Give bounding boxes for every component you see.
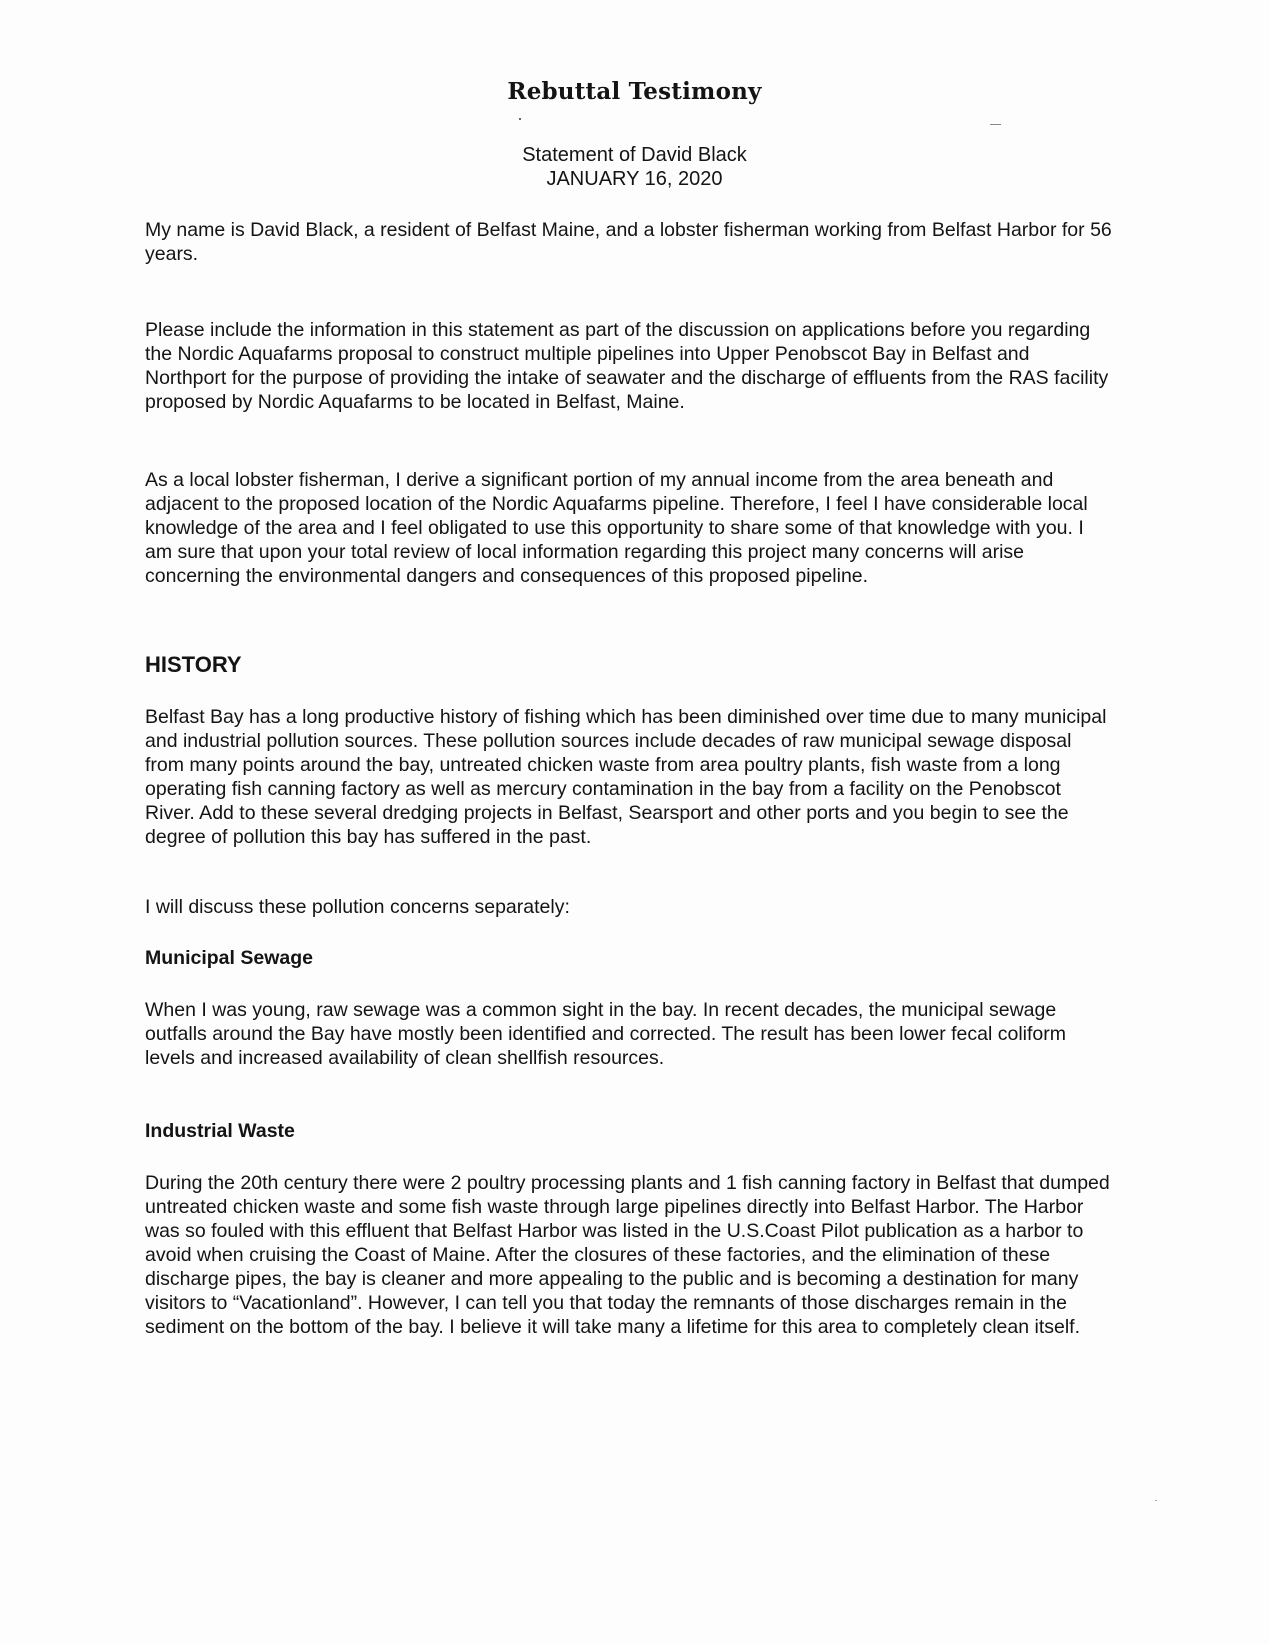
heading-municipal-sewage: Municipal Sewage bbox=[145, 947, 313, 969]
paragraph-industrial: During the 20th century there were 2 poultry processing plants and 1 fish canning factory in Belfast that dumped untreated chicken waste and some fish waste through large pipelines directly into Belfast Harbor. The Harbor was so fouled with this effluent that Belfast Harbor was listed in the U.S.Coast Pilot publication as a harbor to avoid when cruising the Coast of Maine. After the closures of these factories, and the elimination of these discharge pipes, the bay is cleaner and more appealing to the public and is becoming a destination for many visitors to “Vacationland”. However, I can tell you that today the remnants of those discharges remain in the sediment on the bottom of the bay. I believe it will take many a lifetime for this area to completely clean itself. bbox=[145, 1172, 1110, 1338]
paragraph-sewage: When I was young, raw sewage was a common sight in the bay. In recent decades, the municipal sewage outfalls around the Bay have mostly been identified and corrected. The result has been lower fecal coliform levels and increased availability of clean shellfish resources. bbox=[145, 999, 1066, 1069]
paragraph-history: Belfast Bay has a long productive history of fishing which has been diminished over time due to many municipal and industrial pollution sources. These pollution sources include decades of raw municipal sewage disposal from many points around the bay, untreated chicken waste from area poultry plants, fish waste from a long operating fish canning factory as well as mercury contamination in the bay from a facility on the Penobscot River. Add to these several dredging projects in Belfast, Searsport and other ports and you begin to see the degree of pollution this bay has suffered in the past. bbox=[145, 706, 1107, 848]
paragraph-request: Please include the information in this statement as part of the discussion on applications before you regarding the Nordic Aquafarms proposal to construct multiple pipelines into Upper Penobscot Bay in Belfast and Northport for the purpose of providing the intake of seawater and the discharge of effluents from the RAS facility proposed by Nordic Aquafarms to be located in Belfast, Maine. bbox=[145, 319, 1109, 413]
statement-of: Statement of David Black bbox=[522, 144, 747, 166]
paragraph-intro: My name is David Black, a resident of Belfast Maine, and a lobster fisherman working from Belfast Harbor for 56 years. bbox=[145, 219, 1112, 265]
document-title: Rebuttal Testimony bbox=[507, 78, 762, 105]
scan-speck bbox=[1155, 1500, 1157, 1501]
scan-speck bbox=[519, 118, 521, 120]
paragraph-fisherman: As a local lobster fisherman, I derive a significant portion of my annual income from the area beneath and adjacent to the proposed location of the Nordic Aquafarms pipeline. Therefore, I feel I have considerable local knowledge of the area and I feel obligated to use this opportunity to share some of that knowledge with you. I am sure that upon your total review of local information regarding this project many concerns will arise concerning the environmental dangers and consequences of this proposed pipeline. bbox=[145, 469, 1088, 587]
paragraph-discuss: I will discuss these pollution concerns separately: bbox=[145, 896, 570, 918]
scan-speck bbox=[990, 124, 1001, 125]
statement-date: JANUARY 16, 2020 bbox=[546, 168, 723, 190]
heading-industrial-waste: Industrial Waste bbox=[145, 1120, 295, 1142]
heading-history: HISTORY bbox=[145, 652, 242, 677]
